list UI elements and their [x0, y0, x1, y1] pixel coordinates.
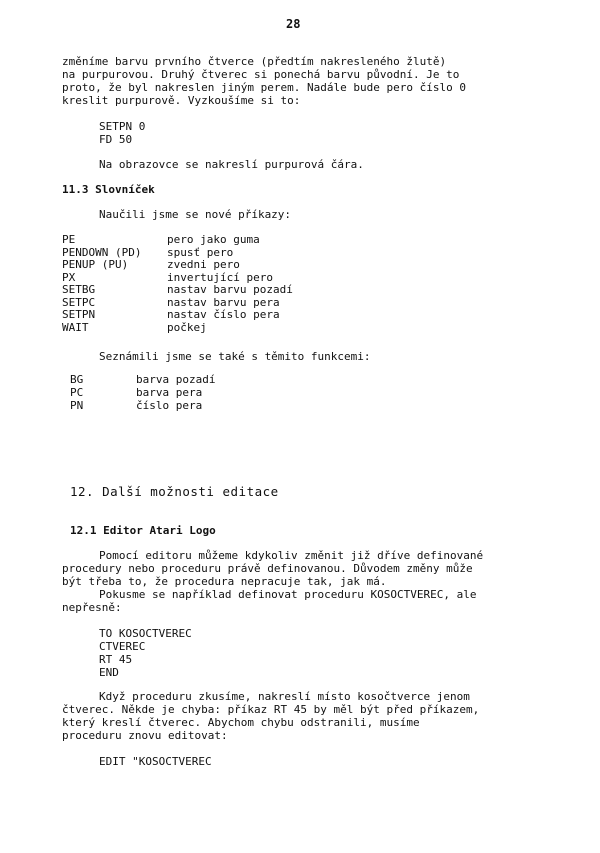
command-row [62, 246, 462, 259]
code-line: FD 50 [99, 133, 133, 146]
paragraph-line: čtverec. Někde je chyba: příkaz RT 45 by měl být před příkazem, [62, 703, 480, 716]
code-line: END [99, 666, 119, 679]
code-line: TO KOSOCTVEREC [99, 627, 192, 640]
intro-line: na purpurovou. Druhý čtverec si ponechá barvu původní. Je to [62, 68, 460, 81]
command-description: invertující pero [167, 270, 273, 284]
function-row [70, 373, 470, 386]
function-description: číslo pera [136, 399, 203, 412]
function-row [70, 386, 470, 399]
commands-intro: Naučili jsme se nové příkazy: [99, 208, 292, 221]
command-description: pero jako guma [167, 233, 260, 246]
code-line: RT 45 [99, 653, 133, 666]
function-name: PN [70, 399, 84, 412]
section-heading-12-1: 12.1 Editor Atari Logo [70, 524, 216, 537]
command-description: nastav barvu pozadí [167, 283, 293, 296]
code-line: SETPN 0 [99, 120, 146, 133]
intro-line: kreslit purpurově. Vyzkoušíme si to: [62, 94, 301, 107]
functions-intro: Seznámili jsme se také s těmito funkcemi: [99, 350, 371, 363]
command-name: WAIT [62, 320, 89, 334]
commands-table [62, 233, 462, 343]
function-name: PC [70, 386, 84, 399]
paragraph-line: Když proceduru zkusíme, nakreslí místo kosočtverce jenom [99, 690, 470, 703]
command-row [62, 258, 462, 271]
function-description: barva pozadí [136, 373, 216, 386]
section-heading-11-3: 11.3 Slovníček [62, 183, 155, 196]
command-name: PX [62, 270, 76, 284]
command-row [62, 271, 462, 284]
command-description: spusť pero [167, 245, 234, 259]
command-description: zvedni pero [167, 258, 240, 271]
paragraph-line: Pomocí editoru můžeme kdykoliv změnit již dříve definované [99, 549, 484, 562]
paragraph-line: který kreslí čtverec. Abychom chybu odstranili, musíme [62, 716, 420, 729]
intro-line: změníme barvu prvního čtverce (předtím nakresleného žlutě) [62, 55, 447, 68]
command-row [62, 308, 462, 321]
command-name: PENDOWN (PD) [62, 245, 142, 259]
function-description: barva pera [136, 386, 203, 399]
functions-table [70, 373, 370, 413]
command-name: SETPN [62, 308, 96, 321]
chapter-heading-12: 12. Další možnosti editace [70, 484, 279, 499]
command-description: nastav číslo pera [167, 308, 280, 321]
paragraph-line: být třeba to, že procedura nepracuje tak, jak má. [62, 575, 387, 588]
command-row [62, 283, 462, 296]
command-description: nastav barvu pera [167, 295, 280, 309]
command-name: SETBG [62, 283, 96, 296]
paragraph-line: proceduru znovu editovat: [62, 729, 228, 742]
paragraph-line: procedury nebo proceduru právě definovanou. Důvodem změny může [62, 562, 473, 575]
function-row [70, 399, 470, 412]
code-line: CTVEREC [99, 640, 146, 653]
page-number: 28 [286, 17, 301, 31]
paragraph-line: nepřesně: [62, 601, 122, 614]
command-row [62, 233, 462, 246]
command-row [62, 321, 462, 334]
paragraph-line: Pokusme se například definovat proceduru KOSOCTVEREC, ale [99, 588, 477, 601]
command-name: SETPC [62, 295, 96, 309]
code-line: EDIT "KOSOCTVEREC [99, 755, 212, 768]
command-row [62, 296, 462, 309]
intro-line: proto, že byl nakreslen jiným perem. Nadále bude pero číslo 0 [62, 81, 466, 94]
command-name: PE [62, 233, 76, 246]
function-name: BG [70, 373, 84, 386]
command-description: počkej [167, 320, 207, 334]
command-name: PENUP (PU) [62, 258, 129, 271]
paragraph-line: Na obrazovce se nakreslí purpurová čára. [99, 158, 364, 171]
